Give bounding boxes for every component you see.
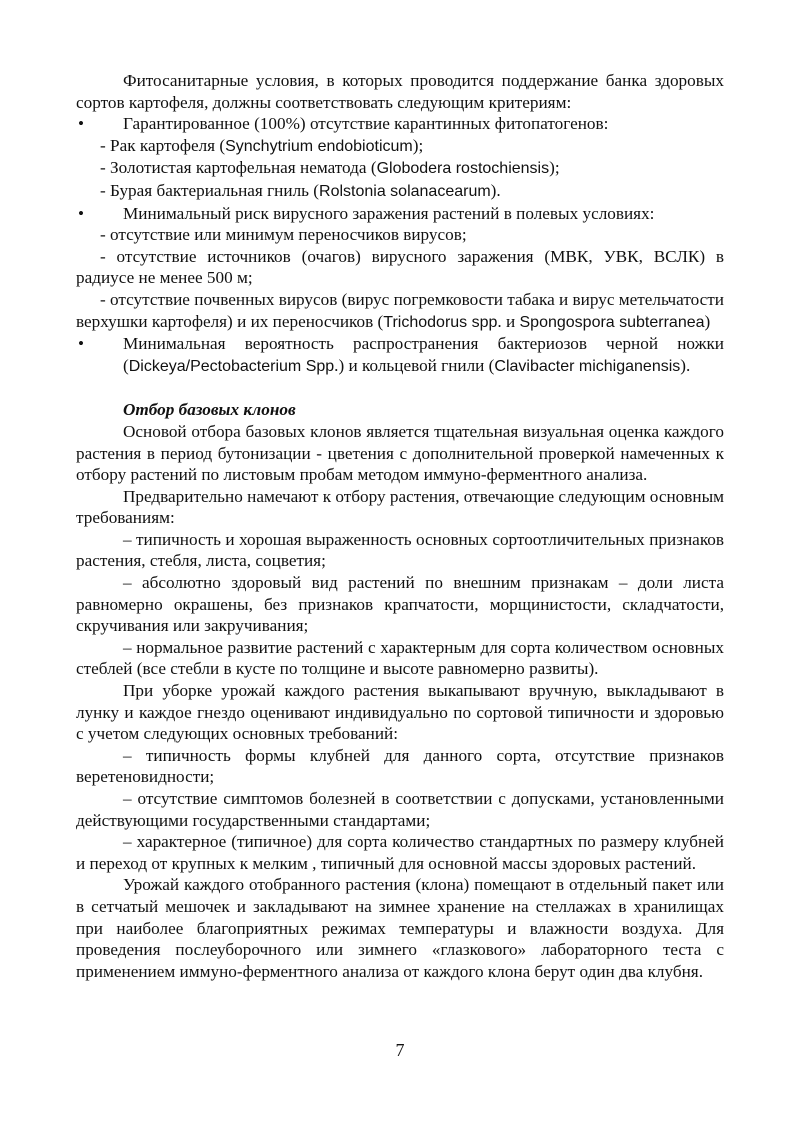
bullet-quarantine (76, 113, 724, 135)
paragraph: При уборке урожай каждого растения выкапывают вручную, выкладывают в лунку и каждое гнездо оценивают индивидуально по сортовой типичности и здоровью с учетом следующих основных требований: (76, 681, 724, 744)
requirement-item: – характерное (типичное) для сорта количество стандартных по размеру клубней и переход от крупных к мелким , типичный для основной массы здоровых растений. (76, 832, 724, 873)
paragraph: Основой отбора базовых клонов является тщательная визуальная оценка каждого растения в период бутонизации - цветения с дополнительной проверкой намеченных к отбору растений по листовым пробам методом иммуно-ферментного анализа. (76, 421, 724, 485)
requirement-item: – типичность и хорошая выраженность основных сортоотличительных признаков растения, стебля, листа, соцветия; (76, 529, 724, 571)
requirement-item: – типичность формы клубней для данного сорта, отсутствие признаков веретеновидности; (76, 745, 724, 787)
page-number: 7 (395, 1040, 405, 1060)
bullet-text: Минимальный риск вирусного заражения растений в полевых условиях: (123, 203, 655, 223)
bullet-marker: • (78, 334, 85, 354)
requirement-item: – отсутствие симптомов болезней в соответствии с допусками, установленными действующими государственными стандартами; (76, 789, 724, 830)
bullet-text: Гарантированное (100%) отсутствие карантинных фитопатогенов: (123, 114, 609, 134)
list-item: - отсутствие источников (очагов) вирусного заражения (МВК, УВК, ВСЛК) в радиусе не менее 500 м; (76, 246, 724, 288)
bullet-virus-risk (76, 203, 724, 225)
bullet-marker: • (78, 114, 85, 134)
paragraph: Урожай каждого отобранного растения (клона) помещают в отдельный пакет или в сетчатый мешочек и закладывают на зимнее хранение на стеллажах в хранилищах при наиболее благоприятных режимах температуры и влажности воздуха. Для проведения послеуборочного или зимнего «глазкового» лабораторного теста с применением иммуно-ферментного анализа от каждого клона берут один два клубня. (76, 875, 724, 981)
list-item: - Рак картофеля (Synchytrium endobioticum); (100, 135, 424, 155)
document-page (76, 70, 724, 982)
intro-paragraph: Фитосанитарные условия, в которых проводится поддержание банка здоровых сортов картофеля, должны соответствовать следующим критериям: (76, 71, 724, 112)
list-item: - Бурая бактериальная гниль (Rolstonia solanacearum). (100, 180, 501, 200)
paragraph: Предварительно намечают к отбору растения, отвечающие следующим основным требованиям: (76, 486, 724, 528)
bullet-bacteriosis: • Минимальная вероятность распространения бактериозов черной ножки (Dickeya/Pectobacterium Spp.) и кольцевой гнили (Clavibacter michiganensis). (78, 334, 724, 375)
requirement-item: – абсолютно здоровый вид растений по внешним признакам – доли листа равномерно окрашены, без признаков крапчатости, морщинистости, складчатости, скручивания или закручивания; (76, 573, 724, 636)
list-item: - отсутствие почвенных вирусов (вирус погремковости табака и вирус метельчатости верхушки картофеля) и их переносчиков (Trichodorus spp. и Spongospora subterranea) (76, 289, 724, 331)
section-heading: Отбор базовых клонов (123, 400, 296, 420)
list-item: - отсутствие или минимум переносчиков вирусов; (100, 225, 467, 245)
bullet-marker: • (78, 203, 85, 223)
list-item: - Золотистая картофельная нематода (Globodera rostochiensis); (100, 158, 560, 178)
requirement-item: – нормальное развитие растений с характерным для сорта количеством основных стеблей (все стебли в кусте по толщине и высоте равномерно развиты). (76, 637, 724, 679)
